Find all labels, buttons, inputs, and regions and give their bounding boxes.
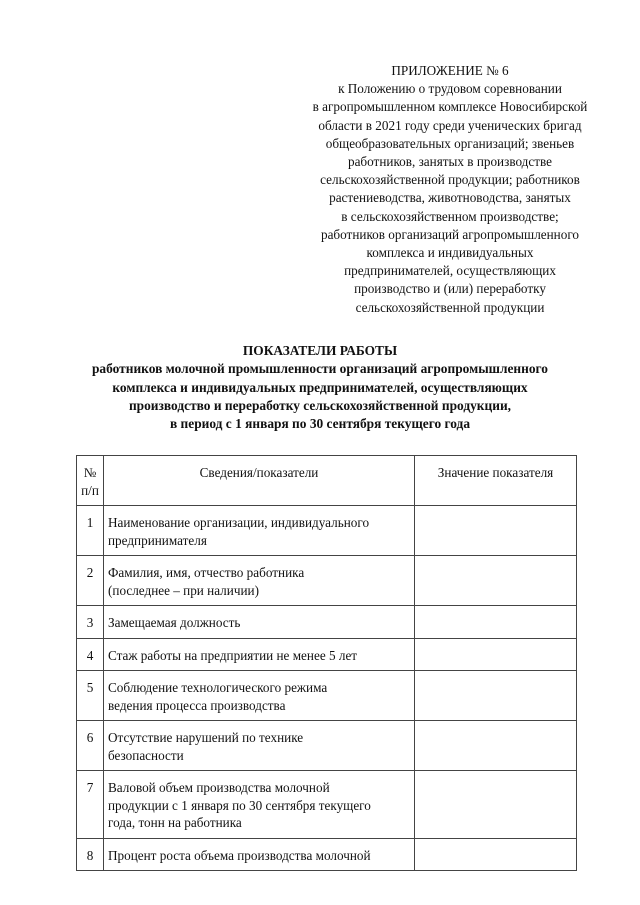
row-indicator-line: Соблюдение технологического режима: [108, 680, 328, 695]
row-indicator-line: Стаж работы на предприятии не менее 5 лет: [108, 647, 358, 663]
appendix-line: сельскохозяйственной продукции: [355, 299, 545, 315]
table-row: [77, 606, 577, 639]
header-num-label: п/п: [81, 482, 99, 498]
row-number: 5: [77, 671, 104, 721]
row-indicator-line: ведения процесса производства: [108, 697, 286, 713]
appendix-line: в агропромышленном комплексе Новосибирской: [312, 99, 588, 115]
document-heading: [30, 342, 610, 433]
table-row: [77, 671, 577, 721]
heading-line: производство и переработку сельскохозяйственной продукции,: [128, 397, 512, 413]
indicators-table: [76, 455, 577, 871]
row-number: 4: [77, 638, 104, 671]
appendix-line: работников, занятых в производстве: [347, 154, 553, 170]
appendix-line: производство и (или) переработку: [354, 281, 546, 297]
appendix-line: ПРИЛОЖЕНИЕ № 6: [391, 63, 509, 78]
row-value-cell[interactable]: [415, 838, 577, 871]
table-header-row: [77, 456, 577, 506]
appendix-line: предпринимателей, осуществляющих: [344, 263, 556, 279]
row-value-cell[interactable]: [415, 638, 577, 671]
row-indicator-line: года, тонн на работника: [108, 815, 242, 830]
row-value-cell[interactable]: [415, 771, 577, 839]
header-value-cell: Значение показателя: [415, 456, 577, 506]
row-indicator-line: безопасности: [108, 747, 184, 763]
row-indicator: [104, 771, 415, 839]
row-indicator-line: Замещаемая должность: [108, 615, 241, 630]
appendix-line: в сельскохозяйственном производстве;: [341, 208, 559, 224]
row-number: 7: [77, 771, 104, 839]
row-value-cell[interactable]: [415, 506, 577, 556]
row-indicator-line: предпринимателя: [108, 532, 207, 548]
appendix-line: к Положению о трудовом соревновании: [338, 81, 562, 97]
row-indicator-line: Валовой объем производства молочной: [108, 780, 330, 795]
heading-line: работников молочной промышленности организаций агропромышленного: [91, 361, 548, 377]
row-indicator: [104, 671, 415, 721]
row-number: 2: [77, 556, 104, 606]
row-number: 1: [77, 506, 104, 556]
row-value-cell[interactable]: [415, 721, 577, 771]
appendix-line: сельскохозяйственной продукции; работников: [320, 172, 580, 188]
row-indicator-line: продукции с 1 января по 30 сентября текущего: [108, 797, 371, 813]
appendix-line: общеобразовательных организаций; звеньев: [325, 135, 575, 151]
row-indicator-line: Процент роста объема производства молочной: [108, 847, 371, 863]
table-row: [77, 838, 577, 871]
appendix-line: комплекса и индивидуальных: [366, 245, 534, 261]
appendix-block: [280, 62, 620, 317]
row-indicator-line: Отсутствие нарушений по технике: [108, 730, 304, 745]
table-row: [77, 771, 577, 839]
row-indicator: [104, 506, 415, 556]
document-title: ПОКАЗАТЕЛИ РАБОТЫ: [242, 343, 398, 358]
appendix-line: работников организаций агропромышленного: [320, 226, 580, 242]
row-value-cell[interactable]: [415, 671, 577, 721]
row-number: 6: [77, 721, 104, 771]
heading-line: комплекса и индивидуальных предпринимателей, осуществляющих: [112, 379, 528, 395]
table-row: [77, 506, 577, 556]
appendix-line: области в 2021 году среди ученических бригад: [318, 117, 582, 133]
row-indicator: [104, 838, 415, 871]
row-indicator-line: (последнее – при наличии): [108, 582, 259, 598]
heading-line: в период с 1 января по 30 сентября текущего года: [169, 416, 471, 432]
table-row: [77, 638, 577, 671]
row-value-cell[interactable]: [415, 556, 577, 606]
appendix-line: растениеводства, животноводства, занятых: [329, 190, 571, 206]
row-indicator: [104, 638, 415, 671]
table-row: [77, 721, 577, 771]
row-indicator: [104, 606, 415, 639]
row-indicator-line: Наименование организации, индивидуального: [108, 515, 370, 530]
row-number: 3: [77, 606, 104, 639]
row-indicator: [104, 721, 415, 771]
header-num-label: №: [83, 465, 97, 480]
row-value-cell[interactable]: [415, 606, 577, 639]
row-number: 8: [77, 838, 104, 871]
row-indicator: [104, 556, 415, 606]
table-row: [77, 556, 577, 606]
header-info-cell: Сведения/показатели: [104, 456, 415, 506]
header-num-cell: [77, 456, 104, 506]
row-indicator-line: Фамилия, имя, отчество работника: [108, 565, 305, 580]
